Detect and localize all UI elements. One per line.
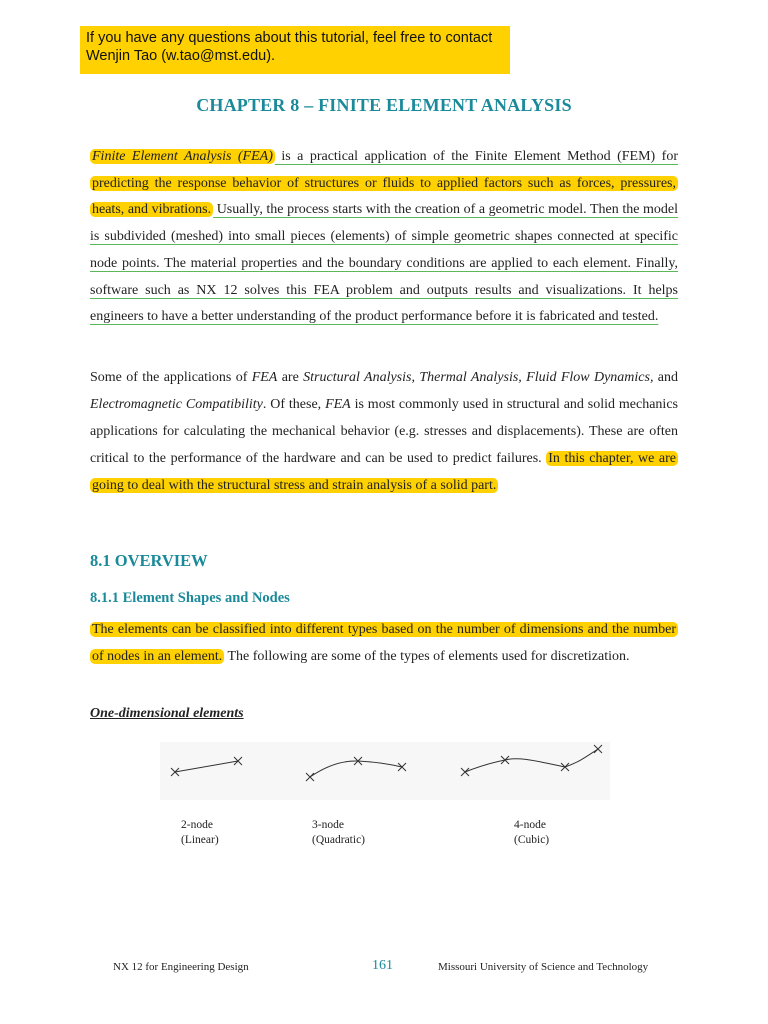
app-highlight: In this chapter, we are going to deal with the structural stress and strain analysis of a solid part. bbox=[92, 451, 677, 493]
intro-paragraph bbox=[90, 144, 678, 331]
app-fea-1: FEA bbox=[251, 370, 278, 385]
app-fea-2: FEA bbox=[325, 397, 351, 412]
one-dimensional-elements-diagram bbox=[160, 742, 610, 802]
app-text-e: is most commonly used in structural and solid mechanics applications for calculating the mechanical behavior (e.g. stresses and displacements). These are often critical to the performance of the hardware and can be used to predict failures. bbox=[90, 397, 678, 466]
app-text-d: . Of these, bbox=[262, 397, 326, 412]
applications-paragraph bbox=[90, 364, 678, 499]
caption-quadratic bbox=[312, 818, 365, 848]
subsection-heading-shapes: 8.1.1 Element Shapes and Nodes bbox=[90, 590, 290, 606]
app-structural: Structural Analysis, Thermal Analysis, Fluid Flow Dynamics, bbox=[303, 370, 654, 385]
contact-note bbox=[80, 26, 510, 74]
app-text-b: are bbox=[277, 370, 304, 385]
elements-text: The following are some of the types of elements used for discretization. bbox=[224, 649, 630, 664]
app-text-c: and bbox=[653, 370, 679, 385]
caption-cubic bbox=[514, 818, 549, 848]
contact-note-line-1: If you have any questions about this tutorial, feel free to contact bbox=[86, 30, 493, 46]
caption-cubic-type: (Cubic) bbox=[514, 834, 550, 846]
elements-paragraph bbox=[90, 616, 678, 670]
section-heading-overview: 8.1 OVERVIEW bbox=[90, 551, 208, 570]
caption-cubic-nodes: 4-node bbox=[514, 819, 546, 831]
intro-highlight: predicting the response behavior of structures or fluids to applied factors such as forces, pressures, heats, and vibrations. bbox=[92, 175, 676, 218]
intro-text-1: is a practical application of the Finite Element Method (FEM) for bbox=[274, 149, 678, 164]
page-number: 161 bbox=[372, 958, 393, 973]
intro-text-2: Usually, the process starts with the creation of a geometric model. Then the model is subdivided (meshed) into small pieces (elements) of simple geometric shapes connected at specific node points. The material properties and the boundary conditions are applied to each element. Finally, software such as NX 12 solves this FEA problem and outputs results and visualizations. It helps engineers to have a better understanding of the product performance before it is fabricated and tested. bbox=[90, 202, 678, 325]
caption-quadratic-nodes: 3-node bbox=[312, 819, 344, 831]
one-dimensional-heading: One-dimensional elements bbox=[90, 706, 244, 721]
diagram-background bbox=[160, 742, 610, 800]
chapter-title: CHAPTER 8 – FINITE ELEMENT ANALYSIS bbox=[196, 95, 572, 115]
app-emc: Electromagnetic Compatibility bbox=[90, 397, 263, 412]
contact-note-line-2: Wenjin Tao (w.tao@mst.edu). bbox=[86, 48, 276, 64]
caption-quadratic-type: (Quadratic) bbox=[312, 834, 365, 846]
caption-linear-nodes: 2-node bbox=[181, 819, 213, 831]
elements-highlight: The elements can be classified into different types based on the number of dimensions and the number of nodes in an element. bbox=[92, 622, 676, 664]
footer-right: Missouri University of Science and Technology bbox=[438, 961, 649, 973]
fea-term: Finite Element Analysis (FEA) bbox=[92, 149, 273, 164]
caption-linear-type: (Linear) bbox=[181, 834, 219, 846]
caption-linear bbox=[181, 818, 219, 848]
footer-left: NX 12 for Engineering Design bbox=[113, 961, 249, 973]
app-text-a: Some of the applications of bbox=[90, 370, 252, 385]
